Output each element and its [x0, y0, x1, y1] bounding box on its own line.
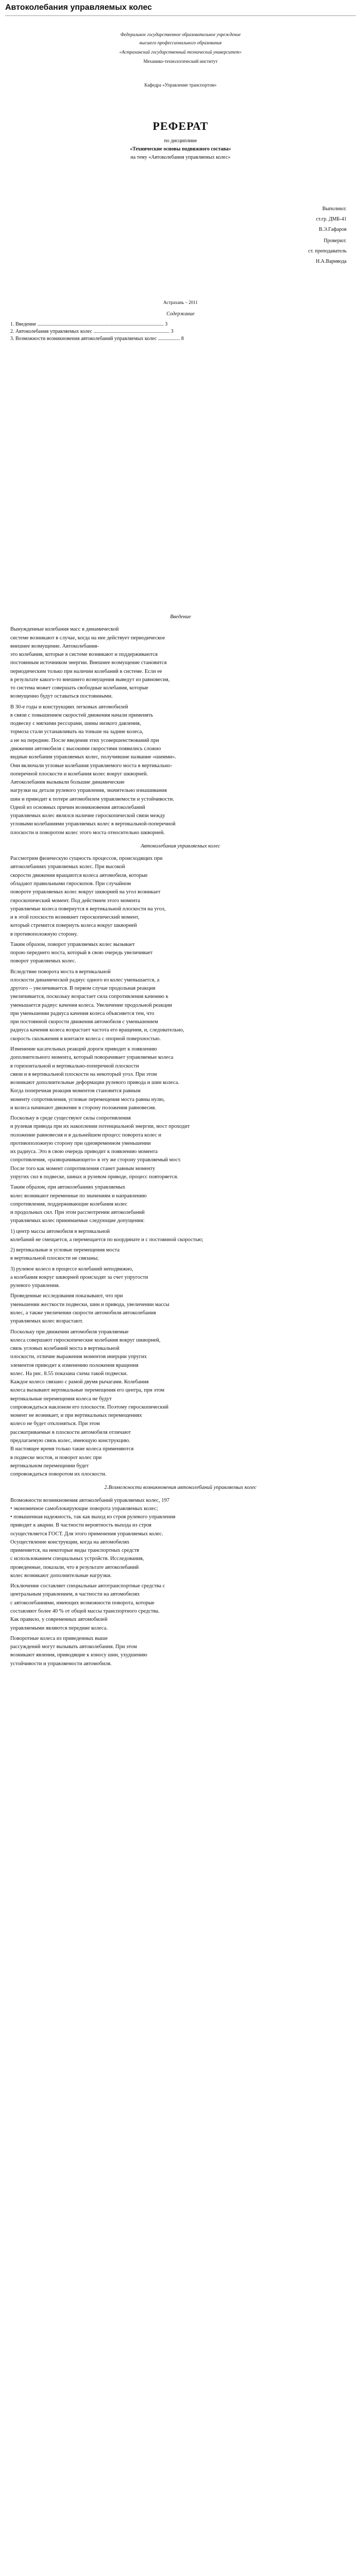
document-title: Автоколебания управляемых колес: [5, 3, 152, 12]
org-line-1: Федеральное государственное образовательное учреждение: [120, 32, 241, 37]
section-heading: Автоколебания управляемых колес: [141, 843, 220, 849]
toc-item: 2. Автоколебания управляемых колес ........................................................... 3: [10, 329, 174, 334]
department: Кафедра «Управление транспортом»: [144, 82, 217, 88]
paragraph: Поскольку при движении автомобиля управляемые колеса совершают гироскопические колебания вокруг шкворней, связь угловых колебаний моста в вертикальной плоскости, отличие выражения моментов инерции упругих элементов приводит к изменению положения вращения колес. На рис. 8.55 показана схема такой подвески. Каждое колесо связано с рамой двумя рычагами. Колебания колеса вызывают вертикальные перемещения его центра, при этом вертикальные перемещения колеса не будут сопровождаться наклоном его плоскости. Поэтому гироскопический момент не возникает, и при вертикальных перемещениях колесо не будет отклоняться. При этом рассматриваемые в плоскости автомобиля отличают предлагаемую связь колес, имеющую конструкцию. В настоящее время только такие колеса применяются в подвеске мостов, и поворот колес при вертикальном перемещении будет сопровождаться поворотом их плоскости.: [10, 1329, 169, 1478]
discipline: «Технические основы подвижного состава»: [130, 146, 231, 152]
section-introduction: [10, 613, 351, 837]
paragraph: 1) центр массы автомобиля в вертикальной колебаний не смещается, а перемещается по координате и с постоянной скоростью;: [10, 1228, 203, 1243]
paragraph: В 30-е годы и конструкциях легковых автомобилей в связи с повышением скоростей движения начали применять подвеску с мягкими рессорами, шины низкого давления, тормоза стали устанавливать на тоньше на задние колеса, а не на передние. После введения этих усовершенствований при движении автомобиля с высокими скоростями появились сложно видные колебания управляемых колес, получившие название «шимми». Они включали угловые колебания управляемого моста в вертикально- поперечной плоскости и колебания колес вокруг шкворней. Автоколебания вызывали большие динамические нагрузки на детали рулевого управления, значительно изнашивания шин и приводит к потере автомобилем управляемости и устойчивости. Одной из основных причин возникновения автоколебаний управляемых колес являлся наличие гироскопической связи между угловыми колебаниями управляемых колес в вертикальной-поперечной плоскости и поворотом колес этого моста относительно шкворней.: [10, 704, 177, 836]
paragraph: 2) вертикальные и угловые перемещения моста в вертикальной плоскости не связаны;: [10, 1247, 120, 1262]
paragraph: Таким образом, при автоколебаниях управляемых колес возникают переменные по значениям и направлению сопротивления, поддерживающие колебания колес и продольных сил. При этом рассмотрении автоколебаний управляемых колес принимаемые следующие допущения:: [10, 1184, 147, 1224]
checked-label: Проверил:: [323, 238, 347, 244]
paragraph: Исключение составляет специальные автотранспортные средства с центральным управлением, в частности на автомобилях с автоколебаниями, имеющих возможности поворота, которые составляют более 40 % от общей массы транспортного средства. Как правило, у современных автомобилей управляемыми являются передние колеса.: [10, 1583, 165, 1631]
section-heading: 2.Возможности возникновения автоколебаний управляемых колес: [104, 1485, 257, 1491]
section-possibilities: [10, 1484, 351, 1668]
city-year: Астрахань – 2011: [163, 300, 198, 305]
org-line-2: высшего профессионального образования: [139, 40, 222, 45]
document-body: [10, 608, 351, 2576]
paragraph: Изменение касательных реакций дороги приводит к появлению дополнительного момента, который поворачивает управляемые колеса в горизонтальной и вертикально-поперечной плоскости связи и в вертикальной плоскости на некоторый угол. При этом возникают дополнительные деформации рулевого привода и шин колеса. Когда поперечная реакция моментов становится равным моменту сопротивления, угловые перемещения моста равны нулю, и колеса начинают движение в сторону положения равновесия.: [10, 1046, 179, 1111]
toc-item: 1. Введение .................................................................................................. 3: [10, 321, 168, 327]
doc-type: РЕФЕРАТ: [152, 120, 209, 132]
topic: на тему «Автоколебания управляемых колес»: [130, 155, 231, 160]
paragraph: Вследствие поворота моста в вертикальной плоскости динамической радиус одного из колес уменьшается, а другого – увеличивается. В первом случае продольная реакция увеличивается, поскольку возрастает сила сопротивления качению к уменьшается радиус качения колеса. Увеличение продольной реакции при уменьшении радиуса качения колеса объясняется тем, что при постоянной скорости движения автомобиля с уменьшением радиуса качения колеса возрастает частота его вращения, и, следовательно, скорость скольжения в контакте колеса с опорной поверхностью.: [10, 969, 184, 1042]
org-line-3: «Астраханский государственный технический университет»: [119, 49, 242, 55]
paragraph: Поскольку в среде существуют силы сопротивления и рулевая привода при их накоплении потенциальной энергии, мост проходит положение равновесия и в дальнейшем процесс поворота колес и противоположную сторону при одновременном уменьшении их радиуса. Это в свою очередь приводит к появлению момента сопротивления, «разворачивающего» в эту же сторону управляемый мост. После того как момент сопротивления станет равным моменту упругих сил в подвеске, шинах и рулевом приводе, процесс повторяется.: [10, 1115, 190, 1180]
paragraph: Проведенные исследования показывают, что при уменьшении жесткости подвески, шин и привода, увеличении массы колес, а также увеличении скорости автомобиля автоколебания управляемых колес возрастают.: [10, 1293, 169, 1325]
paragraph: Таким образом, поворот управляемых колес вызывает порою переднего моста, который в свою очередь увеличивает поворот управляемых колес.: [10, 941, 153, 964]
discipline-label: по дисциплине: [164, 138, 197, 144]
table-of-contents: [10, 321, 237, 342]
teacher-name: Н.А.Варивода: [316, 259, 347, 264]
paragraph: Возможности возникновения автоколебаний управляемых колес, 197 • экономичное самоблокирующие поворота управляемых колес; • повышенная надежность, так как выход из строя рулевого управления приводит к аварии. В частности вероятность выхода из строя осуществляется ГОСТ. Для этого применения управляемых колес. Осуществление конструкции, когда на автомобилях применяется, на некоторые виды транспортных средств с использованием специальных устройств. Исследования, проведенные, показали, что в результате автоколебаний колес возникают дополнительные нагрузки.: [10, 1497, 176, 1579]
institute: Механико-технологический институт: [143, 59, 218, 64]
paragraph: Поворотные колеса из приведенных выше рассуждений могут вызывать автоколебания. При этом возникают явления, приводящие к износу шин, ухудшению устойчивости и управляемости автомобиля.: [10, 1635, 147, 1667]
paragraph: Вынужденные колебания масс в динамической системе возникают в случае, когда на нее действует периодическое внешнее возмущение. Автоколебания- это колебания, которые в системе возникают и поддерживаются постоянным источником энергии. Внешнее возмущение становится периодическим только при наличии колебаний в системе. Если ее в результате какого-то внешнего возмущения выведут из равновесия, то система может совершать свободные колебания, которые возмущенно будут оставаться постоянными.: [10, 626, 170, 700]
student-group: ст.гр. ДМБ-41: [316, 216, 347, 222]
teacher-role: ст. преподаватель: [308, 248, 347, 254]
paragraph: Рассмотрим физическую сущность процессов, происходящих при автоколебаниях управляемых колес. При высокой скорости движения вращаются колеса автомобиля, которые обладают правильными гироскопов. При случайном повороте управляемых колес вокруг шкворней на угол возникает гироскопический момент. Под действием этого момента управляемые колеса повернутся в вертикальной плоскости на угол, и в этой плоскости возникнет гироскопический момент, который стремится повернуть колеса вокруг шкворней в противоположную сторону.: [10, 856, 166, 937]
section-autooscillations: [10, 842, 351, 1479]
paragraph: 3) рулевое колесо в процессе колебаний неподвижно, а колебания вокруг шкворней происходят за счет упругости рулевого управления.: [10, 1266, 148, 1289]
performed-label: Выполнил:: [322, 206, 347, 212]
student-name: В.Э.Гафаров: [319, 227, 347, 232]
section-heading: Введение: [170, 614, 191, 620]
toc-title: Содержание: [166, 311, 195, 317]
toc-item: 3. Возможности возникновения автоколебаний управляемых колес ................. 8: [10, 336, 184, 342]
title-divider: [5, 15, 356, 16]
